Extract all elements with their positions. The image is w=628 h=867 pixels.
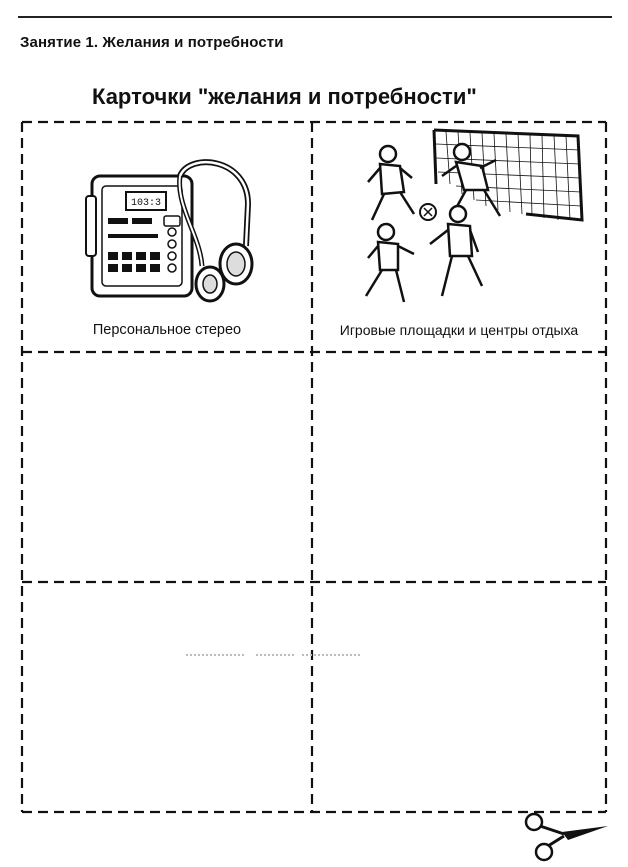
card-empty-3	[22, 582, 312, 812]
top-rule	[18, 16, 612, 18]
scan-artifact	[186, 652, 366, 658]
svg-text:103:3: 103:3	[130, 198, 162, 209]
worksheet-title: Карточки "желания и потребности"	[92, 84, 477, 109]
card-empty-2	[312, 352, 606, 582]
lesson-title: Занятие 1. Желания и потребности	[20, 34, 284, 51]
soccer-playground-illustration	[346, 124, 596, 312]
card-label-playgrounds: Игровые площадки и центры отдыха	[339, 322, 579, 338]
scissors-icon	[520, 806, 610, 866]
card-personal-stereo	[22, 122, 312, 352]
card-label-personal-stereo: Персональное стерео	[92, 322, 242, 338]
personal-stereo-illustration	[80, 156, 260, 306]
card-playgrounds	[312, 122, 606, 352]
card-empty-1	[22, 352, 312, 582]
card-empty-4	[312, 582, 606, 812]
